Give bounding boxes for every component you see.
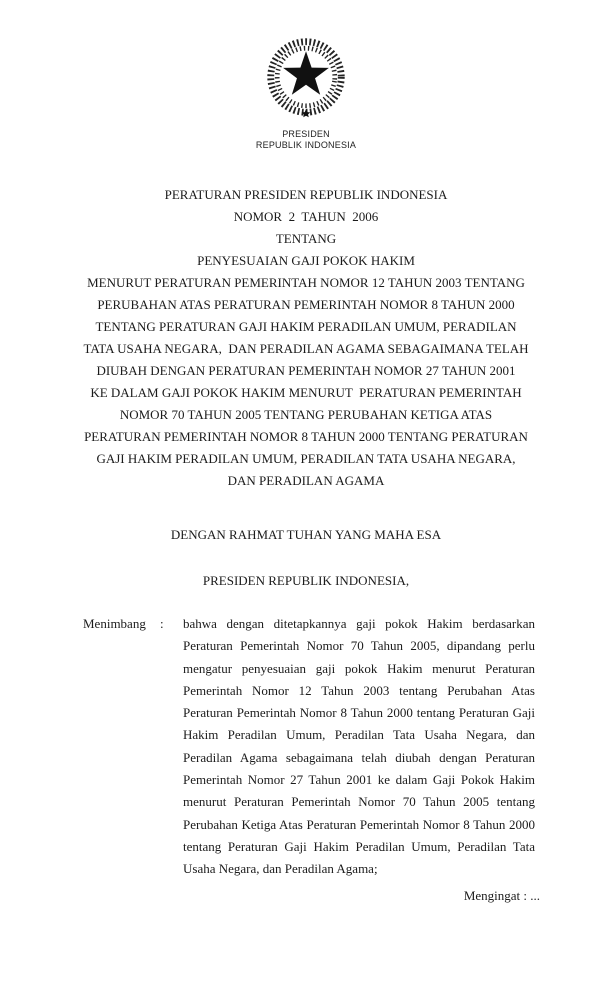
- star-wreath-icon: [263, 34, 349, 120]
- title-line: NOMOR 70 TAHUN 2005 TENTANG PERUBAHAN KETIGA ATAS: [119, 407, 493, 422]
- considerations-section: [83, 613, 535, 881]
- title-line: NOMOR 2 TAHUN 2006: [233, 209, 379, 224]
- title-line: MENURUT PERATURAN PEMERINTAH NOMOR 12 TAHUN 2003 TENTANG: [87, 275, 525, 290]
- title-line: TENTANG PERATURAN GAJI HAKIM PERADILAN UMUM, PERADILAN: [95, 319, 517, 334]
- title-line: TATA USAHA NEGARA, DAN PERADILAN AGAMA SEBAGAIMANA TELAH: [83, 341, 529, 356]
- presidential-emblem: [0, 34, 612, 150]
- title-line: KE DALAM GAJI POKOK HAKIM MENURUT PERATURAN PEMERINTAH: [90, 385, 522, 400]
- title-block: [0, 184, 612, 492]
- invocation-line: DENGAN RAHMAT TUHAN YANG MAHA ESA: [170, 527, 442, 542]
- considerations-label: Menimbang: [83, 616, 146, 631]
- title-line: GAJI HAKIM PERADILAN UMUM, PERADILAN TATA USAHA NEGARA,: [96, 451, 516, 466]
- emblem-caption-presiden: PRESIDEN: [282, 129, 330, 139]
- continuation-note: Mengingat : ...: [463, 888, 540, 903]
- title-line: PERATURAN PEMERINTAH NOMOR 8 TAHUN 2000 TENTANG PERATURAN: [84, 429, 528, 444]
- title-line: TENTANG: [275, 231, 337, 246]
- title-line: DAN PERADILAN AGAMA: [227, 473, 385, 488]
- title-line: DIUBAH DENGAN PERATURAN PEMERINTAH NOMOR 27 TAHUN 2001: [96, 363, 516, 378]
- title-line: PERATURAN PRESIDEN REPUBLIK INDONESIA: [164, 187, 448, 202]
- authority-line: PRESIDEN REPUBLIK INDONESIA,: [202, 573, 410, 588]
- considerations-separator: :: [160, 616, 164, 631]
- title-line: PERUBAHAN ATAS PERATURAN PEMERINTAH NOMOR 8 TAHUN 2000: [97, 297, 515, 312]
- emblem-caption-republik-indonesia: REPUBLIK INDONESIA: [255, 139, 357, 150]
- considerations-text: bahwa dengan ditetapkannya gaji pokok Hakim berdasarkan Peraturan Pemerintah Nomor 70 Tahun 2005, dipandang perlu mengatur penyesuaian gaji pokok Hakim menurut Peraturan Pemerintah Nomor 12 Tahun 2003 tentang Perubahan Atas Peraturan Pemerintah Nomor 8 Tahun 2000 tentang Peraturan Gaji Hakim Peradilan Umum, Peradilan Tata Usaha Negara, dan Peradilan Agama sebagaimana telah diubah dengan Peraturan Pemerintah Nomor 27 Tahun 2001 ke dalam Gaji Pokok Hakim menurut Peraturan Pemerintah Nomor 70 Tahun 2005 tentang Perubahan Ketiga Atas Peraturan Pemerintah Nomor 8 Tahun 2000 tentang Peraturan Gaji Hakim Peradilan Umum, Peradilan Tata Usaha Negara, dan Peradilan Agama;: [183, 616, 535, 877]
- title-line: PENYESUAIAN GAJI POKOK HAKIM: [197, 253, 415, 268]
